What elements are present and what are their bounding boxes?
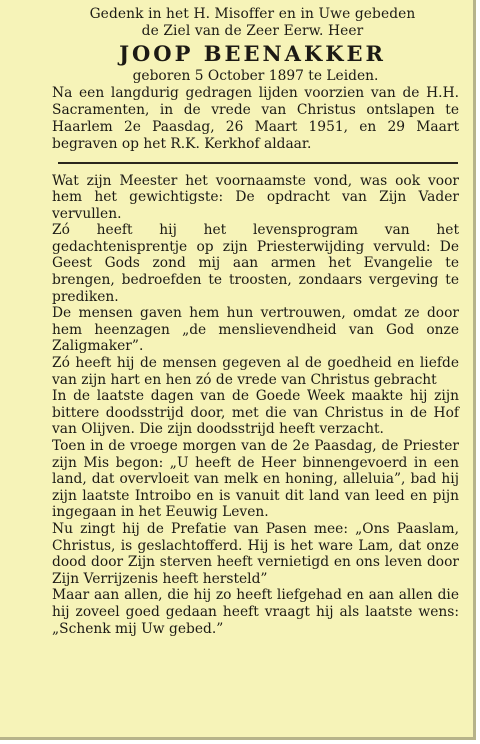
paragraph-1: Wat zijn Meester het voornaamste vond, was ook voor hem het gewichtigste: De opdracht van Zijn Vader vervullen. (52, 172, 459, 222)
section-divider (58, 162, 458, 164)
paragraph-7: Nu zingt hij de Prefatie van Pasen mee: „Ons Paaslam, Christus, is geslachtofferd. Hij is het ware Lam, dat onze dood door Zijn sterven heeft vernietigd en ons leven door Zijn Verrijzenis heeft hersteld” (52, 520, 459, 587)
birth-line: geboren 5 October 1897 te Leiden. (132, 68, 379, 84)
death-paragraph: Na een langdurig gedragen lijden voorzien van de H.H. Sacramenten, in de vrede van Christus ontslapen te Haarlem 2e Paasdag, 26 Maart 1951, en 29 Maart begraven op het R.K. Kerkhof aldaar. (52, 85, 459, 152)
paragraph-3: De mensen gaven hem hun vertrouwen, omdat ze door hem heenzagen „de menslievendheid van God onze Zaligmaker”. (52, 305, 459, 355)
card-header (52, 6, 459, 67)
header-line-1: Gedenk in het H. Misoffer en in Uwe gebeden (89, 6, 416, 22)
paragraph-5: In de laatste dagen van de Goede Week maakte hij zijn bittere doodsstrijd door, met die van Christus in de Hof van Olijven. Die zijn doodsstrijd heeft verzacht. (52, 388, 459, 438)
paragraph-8: Maar aan allen, die hij zo heeft liefgehad en aan allen die hij zoveel goed gedaan heeft vraagt hij als laatste wens: „Schenk mij Uw gebed.” (52, 587, 459, 637)
biography (52, 68, 459, 153)
memorial-text (52, 173, 459, 638)
paragraph-4: Zó heeft hij de mensen gegeven al de goedheid en liefde van zijn hart en hen zó de vrede van Christus gebracht (52, 355, 459, 388)
paragraph-6: Toen in de vroege morgen van de 2e Paasdag, de Priester zijn Mis begon: „U heeft de Heer binnengevoerd in een land, dat overvloeit van melk en honing, alleluia”, bad hij zijn laatste Introibo en is vanuit dit land van leed en pijn ingegaan in het Eeuwig Leven. (52, 438, 459, 521)
header-line-2: de Ziel van de Zeer Eerw. Heer (141, 23, 364, 39)
deceased-name: JOOP BEENAKKER (119, 41, 386, 66)
paragraph-2: Zó heeft hij het levensprogram van het gedachtenisprentje op zijn Priesterwijding vervuld: De Geest Gods zond mij aan armen het Evangelie te brengen, bedroefden te troosten, zondaars vergeving te prediken. (52, 222, 459, 305)
